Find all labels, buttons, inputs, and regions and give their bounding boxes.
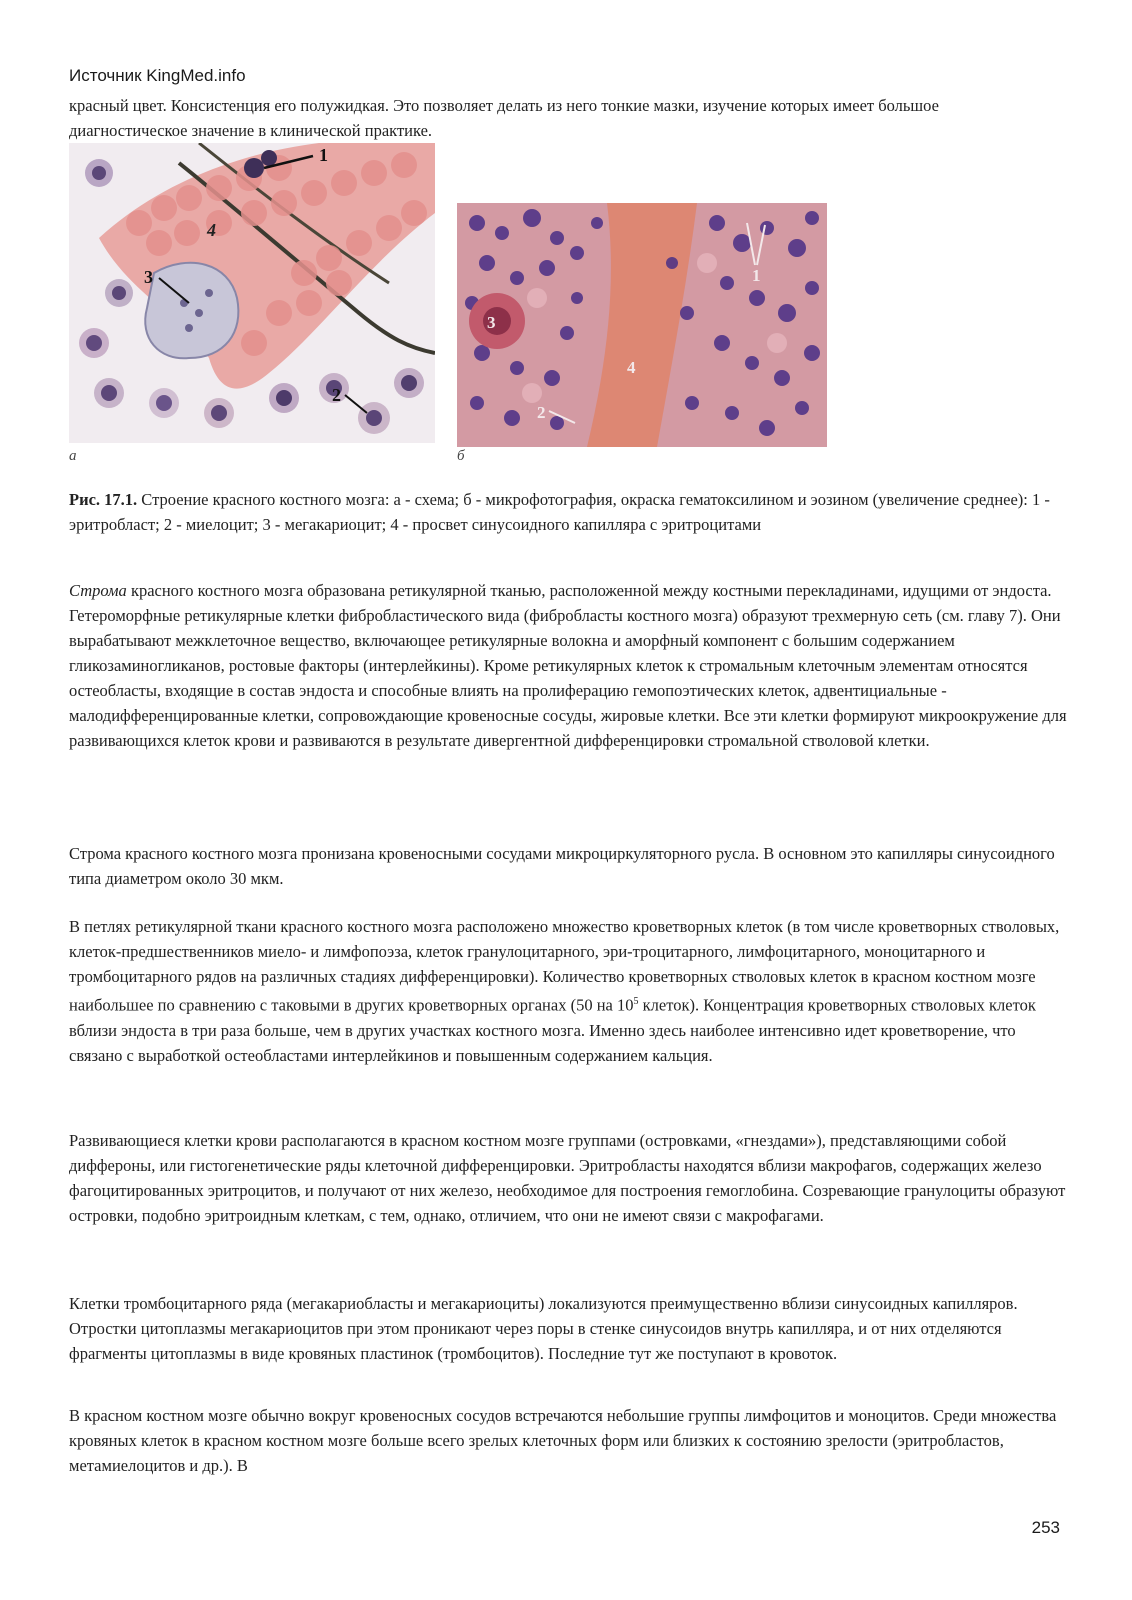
panel-a-label-4: 4	[207, 220, 216, 240]
paragraph-hematopoietic-text-b: клеток). Концентрация кроветворных стволовых клеток вблизи эндоста в три раза больше, чем в других участках костного мозга. Именно здесь наиболее интенсивно идет кроветворение, что связано с выработкой остеобластами интерлейкинов и повышенным содержанием кальция.	[69, 995, 1036, 1065]
panel-a-label-2: 2	[332, 385, 341, 405]
page-number: 253	[1031, 1518, 1060, 1537]
panel-b-label-3: 3	[487, 313, 496, 332]
superscript-exponent: 5	[633, 996, 639, 1007]
paragraph-thrombocytes: Клетки тромбоцитарного ряда (мегакариобласты и мегакариоциты) локализуются преимущественно вблизи синусоидных капилляров. Отростки цитоплазмы мегакариоцитов при этом проникают через поры в стенке синусоидов внутрь капилляра, и от них отделяются фрагменты цитоплазмы в виде кровяных пластинок (тромбоцитов). Последние тут же поступают в кровоток.	[69, 1294, 1018, 1363]
panel-b-letter: б	[457, 448, 465, 464]
bone-marrow-scheme-illustration	[69, 143, 435, 443]
panel-b-label-2: 2	[537, 403, 546, 422]
caption-text: Строение красного костного мозга: а - схема; б - микрофотография, окраска гематоксилином и эозином (увеличение среднее): 1 - эритробласт; 2 - миелоцит; 3 - мегакариоцит; 4 - просвет синусоидного капилляра с эритроцитами	[69, 490, 1050, 534]
paragraph-hematopoietic-text-a: В петлях ретикулярной ткани красного костного мозга расположено множество кроветворных клеток (в том числе кроветворных стволовых, клеток-предшественников миело- и лимфопоэза, клеток гранулоцитарного, эри-троцитарного, лимфоцитарного, моноцитарного и тромбоцитарного рядов на различных стадиях дифференцировки). Количество кроветворных стволовых клеток в красном костном мозге наибольшее по сравнению с таковыми в других кроветворных органах (50 на 10	[69, 917, 1060, 1015]
intro-paragraph: красный цвет. Консистенция его полужидкая. Это позволяет делать из него тонкие мазки, изучение которых имеет большое диагностическое значение в клинической практике.	[69, 96, 939, 140]
source-header: Источник KingMed.info	[69, 66, 246, 85]
panel-a-letter: а	[69, 448, 77, 464]
paragraph-islands: Развивающиеся клетки крови располагаются в красном костном мозге группами (островками, «гнездами»), представляющими собой диффероны, или гистогенетические ряды клеточной дифференцировки. Эритробласты находятся вблизи макрофагов, содержащих железо фагоцитированных эритроцитов, и получают от них железо, необходимое для построения гемоглобина. Созревающие гранулоциты образуют островки, подобно эритроидным клеткам, с тем, однако, отличием, что они не имеют связи с макрофагами.	[69, 1131, 1066, 1225]
paragraph-stroma	[69, 578, 1069, 753]
figure-panel-b-micrograph	[457, 203, 827, 447]
figure-caption	[69, 487, 1059, 537]
bone-marrow-micrograph	[457, 203, 827, 447]
panel-b-label-4: 4	[627, 358, 636, 377]
panel-a-label-1: 1	[319, 145, 328, 165]
paragraph-hematopoietic-cells	[69, 914, 1069, 1068]
panel-a-label-3: 3	[144, 267, 153, 287]
paragraph-vessels: Строма красного костного мозга пронизана кровеносными сосудами микроциркуляторного русла. В основном это капилляры синусоидного типа диаметром около 30 мкм.	[69, 844, 1055, 888]
caption-label: Рис. 17.1.	[69, 490, 138, 509]
paragraph-stroma-text: красного костного мозга образована ретикулярной тканью, расположенной между костными перекладинами, идущими от эндоста. Гетероморфные ретикулярные клетки фибробластического вида (фибробласты костного мозга) образуют трехмерную сеть (см. главу 7). Они вырабатывают межклеточное вещество, включающее ретикулярные волокна и аморфный компонент с большим содержанием гликозаминогликанов, ростовые факторы (интерлейкины). Кроме ретикулярных клеток к стромальным клеточным элементам относятся остеобласты, входящие в состав эндоста и способные влиять на пролиферацию гемопоэтических клеток, адвентициальные - малодифференцированные клетки, сопровождающие кровеносные сосуды, жировые клетки. Все эти клетки формируют микроокружение для развивающихся клеток крови и развиваются в результате дивергентной дифференцировки стромальной стволовой клетки.	[69, 581, 1067, 750]
panel-b-label-1: 1	[752, 266, 761, 285]
figure-panel-a-scheme	[69, 143, 435, 443]
paragraph-lymphocytes: В красном костном мозге обычно вокруг кровеносных сосудов встречаются небольшие группы лимфоцитов и моноцитов. Среди множества кровяных клеток в красном костном мозге больше всего зрелых клеточных форм или близких к состоянию зрелости (эритробластов, метамиелоцитов и др.). В	[69, 1406, 1057, 1475]
paragraph-stroma-term: Строма	[69, 581, 127, 600]
